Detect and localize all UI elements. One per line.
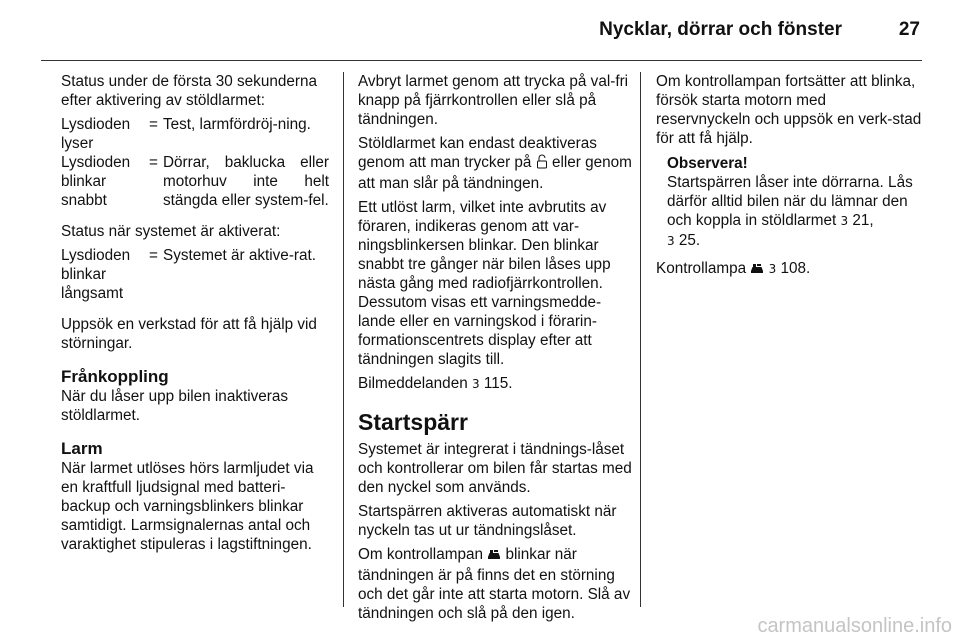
note-box — [667, 154, 924, 251]
triggered-alarm-text: Ett utlöst larm, vilket inte avbrutits av föraren, indikeras genom att var-ningsblinkersen blinkar. Den blinkar snabbt tre gånger när bilen låses upp nästa gång med radiofjärrkontrollen. Dessutom visas ett varningsmedde-lande eller en varningskod i förarin-formationscentrets display efter att tändningen slagits till. — [358, 199, 611, 368]
page-ref-icon: 3 — [471, 377, 480, 391]
note-title: Observera! — [667, 155, 748, 172]
table-cell-label: Lysdioden blinkar långsamt — [61, 247, 131, 302]
immobiliser-text-3 — [358, 545, 633, 623]
table-cell-eq: = — [149, 154, 158, 171]
car-key-icon — [487, 547, 501, 566]
deactivate-alarm-text — [358, 134, 633, 193]
frankoppling-text: När du låser upp bilen inaktiveras stöldlarmet. — [61, 388, 289, 424]
indicator-lamp-page: 108. — [780, 260, 811, 277]
page-number: 27 — [898, 19, 920, 40]
page-ref-icon: 3 — [667, 234, 675, 248]
table-cell-label: Lysdioden lyser — [61, 116, 131, 152]
page-header — [0, 0, 960, 60]
unlock-icon — [536, 154, 548, 174]
table-cell-desc: Test, larmfördröj-ning. — [163, 116, 311, 133]
workshop-note: Uppsök en verkstad för att få hjälp vid störningar. — [61, 316, 317, 352]
indicator-lamp-ref — [656, 259, 924, 280]
alarm-status-intro: Status under de första 30 sekunderna efter aktivering av stöldlarmet: — [61, 73, 317, 109]
immobiliser-text-1: Systemet är integrerat i tändnings-låset och kontrollerar om bilen får startas med den nyckel som används. — [358, 441, 632, 496]
note-text-a: Startspärren låser inte dörrarna. Lås därför alltid bilen när du lämnar den och koppla in stöldlarmet — [667, 174, 913, 229]
page-title: Nycklar, dörrar och fönster — [599, 19, 842, 40]
column-3 — [656, 72, 924, 285]
deactivate-alarm-text-b: eller genom att man slår på tändningen. — [358, 154, 632, 192]
table-cell-desc: Dörrar, baklucka eller motorhuv inte helt stängda eller system-fel. — [163, 154, 329, 209]
column-divider-1 — [343, 72, 344, 607]
table-cell-desc: Systemet är aktive-rat. — [163, 247, 317, 264]
heading-frankoppling: Frånkoppling — [61, 367, 169, 386]
note-text-b: 21, — [852, 212, 874, 229]
table-cell-label: Lysdioden blinkar snabbt — [61, 154, 131, 209]
table-cell-eq: = — [149, 116, 158, 133]
heading-startsparr: Startspärr — [358, 409, 468, 435]
status-table-1 — [61, 115, 329, 210]
vehicle-messages-page: 115. — [483, 375, 513, 392]
page-ref-icon: 3 — [840, 214, 849, 228]
car-key-icon — [750, 261, 764, 280]
status-table-2 — [61, 246, 329, 303]
column-divider-2 — [640, 72, 641, 607]
note-text-c: 25. — [678, 232, 701, 249]
immobiliser-text-3a: Om kontrollampan — [358, 546, 483, 563]
larm-text: När larmet utlöses hörs larmljudet via en kraftfull ljudsignal med batteri-backup och varningsblinkers blinkar samtidigt. Larmsignalernas antal och varaktighet stipuleras i lagstiftningen. — [61, 460, 314, 553]
immobiliser-text-2: Startspärren aktiveras automatiskt när nyckeln tas ut ur tändningslåset. — [358, 503, 617, 539]
alarm-status-active: Status när systemet är aktiverat: — [61, 223, 281, 240]
indicator-lamp-label: Kontrollampa — [656, 260, 747, 277]
cancel-alarm-text: Avbryt larmet genom att trycka på val-fri knapp på fjärrkontrollen eller slå på tändningen. — [358, 73, 629, 128]
watermark: carmanualsonline.info — [757, 615, 952, 637]
page-ref-icon: 3 — [768, 262, 777, 276]
header-rule — [41, 60, 922, 61]
spare-key-text: Om kontrollampan fortsätter att blinka, försök starta motorn med reservnyckeln och uppsök en verk-stad för att få hjälp. — [656, 73, 922, 147]
immobiliser-text-3b: blinkar när tändningen är på finns det en störning och det går inte att starta motorn. Slå av tändningen och slå på den igen. — [358, 546, 631, 622]
vehicle-messages-ref — [358, 374, 633, 394]
heading-larm: Larm — [61, 439, 103, 458]
table-cell-eq: = — [149, 247, 158, 264]
column-2 — [358, 72, 633, 628]
column-1 — [61, 72, 329, 559]
vehicle-messages-label: Bilmeddelanden — [358, 375, 468, 392]
deactivate-alarm-text-a: Stöldlarmet kan endast deaktiveras genom att man trycker på — [358, 135, 597, 171]
